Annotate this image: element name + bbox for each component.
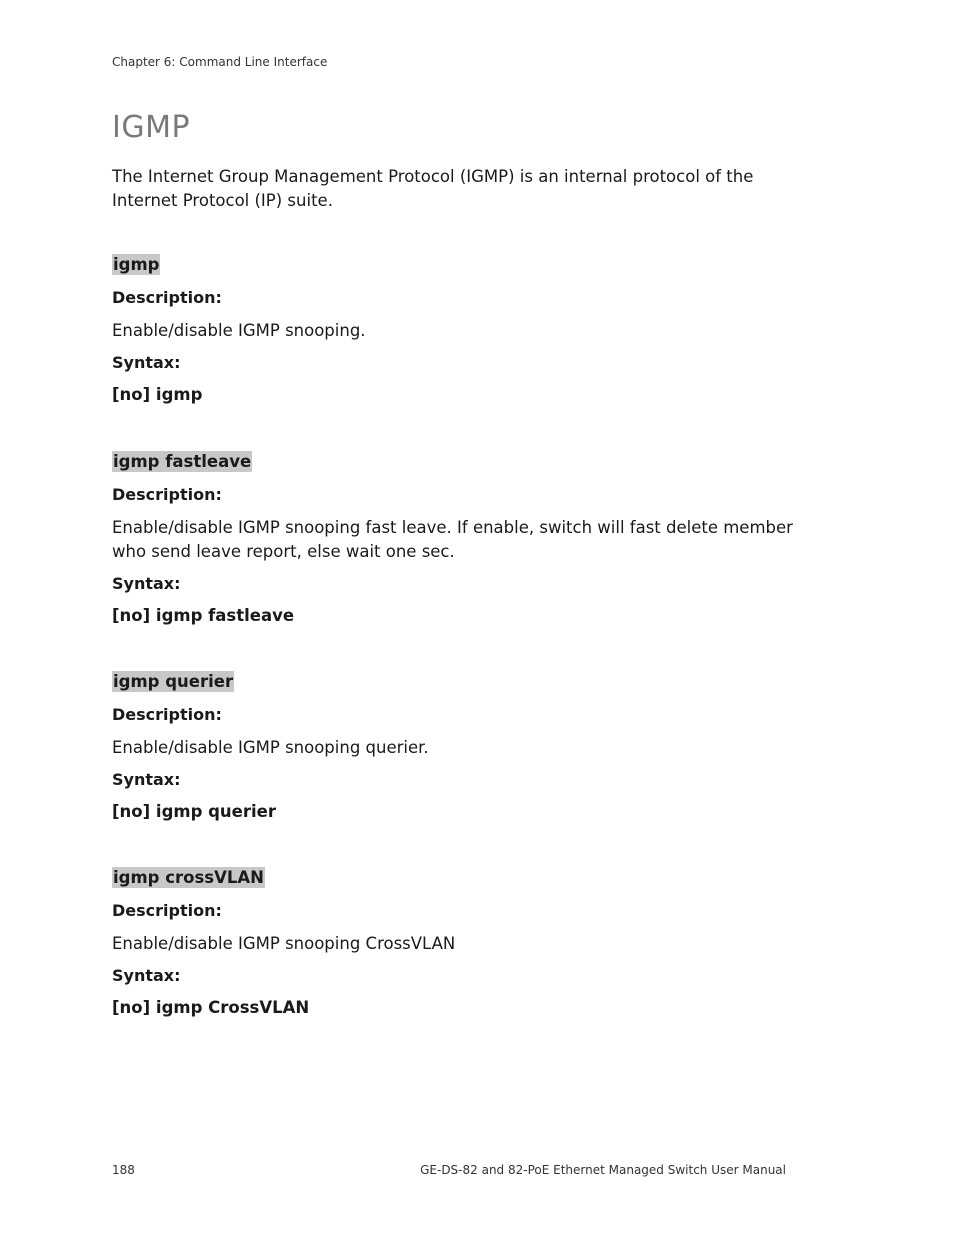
command-section-igmp: [112, 254, 802, 406]
syntax-label: Syntax:: [112, 353, 181, 372]
command-description: Enable/disable IGMP snooping fast leave. If enable, switch will fast delete member who send leave report, else wait one sec.: [112, 518, 793, 561]
description-label: Description:: [112, 901, 222, 920]
command-syntax: [no] igmp: [112, 385, 203, 404]
command-section-igmp-crossvlan: [112, 867, 802, 1019]
description-label: Description:: [112, 705, 222, 724]
syntax-label: Syntax:: [112, 574, 181, 593]
manual-title: GE-DS-82 and 82-PoE Ethernet Managed Switch User Manual: [420, 1163, 786, 1177]
command-heading: igmp: [113, 255, 160, 274]
syntax-label: Syntax:: [112, 770, 181, 789]
command-syntax: [no] igmp CrossVLAN: [112, 998, 310, 1017]
page-title: IGMP: [112, 110, 191, 145]
command-description: Enable/disable IGMP snooping querier.: [112, 738, 429, 757]
description-label: Description:: [112, 288, 222, 307]
command-section-igmp-querier: [112, 671, 802, 823]
command-description: Enable/disable IGMP snooping CrossVLAN: [112, 934, 456, 953]
command-syntax: [no] igmp querier: [112, 802, 276, 821]
description-label: Description:: [112, 485, 222, 504]
command-heading: igmp querier: [113, 672, 234, 691]
intro-paragraph: The Internet Group Management Protocol (IGMP) is an internal protocol of the Internet Protocol (IP) suite.: [112, 167, 754, 210]
command-description: Enable/disable IGMP snooping.: [112, 321, 366, 340]
command-heading: igmp crossVLAN: [113, 868, 264, 887]
syntax-label: Syntax:: [112, 966, 181, 985]
command-heading: igmp fastleave: [113, 452, 252, 471]
page-number: 188: [112, 1163, 135, 1177]
running-header: Chapter 6: Command Line Interface: [112, 55, 328, 69]
command-section-igmp-fastleave: [112, 451, 802, 627]
command-syntax: [no] igmp fastleave: [112, 606, 295, 625]
